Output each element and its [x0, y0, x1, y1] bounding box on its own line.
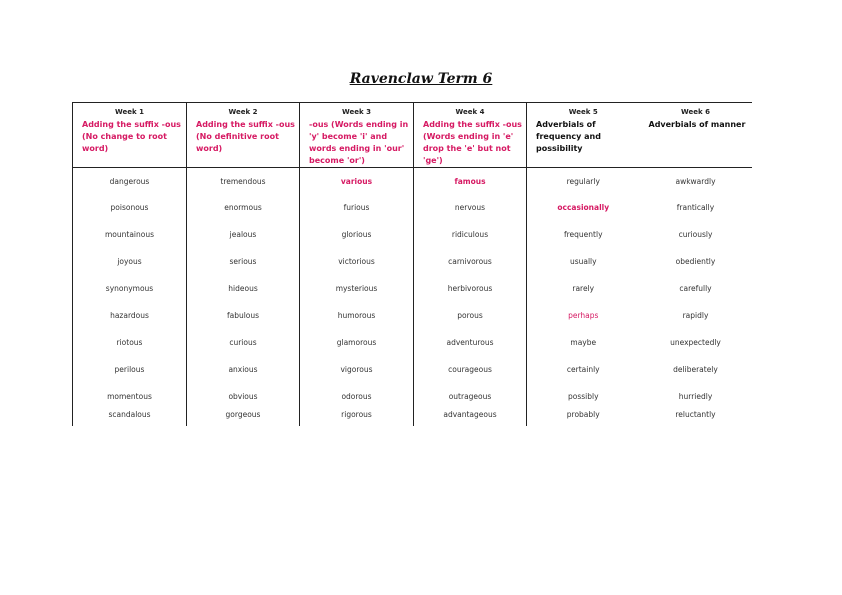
word-cell: courageous	[414, 356, 527, 383]
word-cell: nervous	[414, 194, 527, 221]
word-cell: certainly	[527, 356, 640, 383]
word-cell: rapidly	[682, 311, 709, 320]
word-cell: hazardous	[73, 302, 187, 329]
table-row	[73, 356, 752, 383]
word-cell: vigorous	[300, 356, 414, 383]
word-cell: poisonous	[73, 194, 187, 221]
word-cell: glamorous	[300, 329, 414, 356]
word-cell: frantically	[676, 203, 715, 212]
word-cell: enormous	[187, 194, 300, 221]
week-1-header	[73, 103, 187, 168]
week-3-header	[300, 103, 414, 168]
table-row	[73, 275, 752, 302]
word-cell: hurriedly	[678, 392, 713, 401]
word-cell: tremendous	[187, 168, 300, 195]
word-cell: usually	[527, 248, 640, 275]
week-label: Week 3	[342, 108, 371, 116]
week-label: Week 2	[228, 108, 258, 116]
word-cell: various	[300, 168, 414, 195]
word-cell: mountainous	[73, 221, 187, 248]
word-cell: maybe	[527, 329, 640, 356]
word-cell: reluctantly	[675, 410, 716, 419]
week-rule: -ous (Words ending in 'y' become 'i' and words ending in 'our' become 'or')	[309, 120, 409, 165]
table-row	[73, 168, 752, 195]
word-cell: herbivorous	[414, 275, 527, 302]
word-cell: deliberately	[673, 365, 718, 374]
word-cell: anxious	[187, 356, 300, 383]
week-2-header	[187, 103, 300, 168]
table-row	[73, 221, 752, 248]
week-label: Week 5	[568, 108, 598, 116]
word-cell: serious	[187, 248, 300, 275]
word-cell: jealous	[187, 221, 300, 248]
word-cell: odorous	[300, 383, 414, 410]
week-5-header	[527, 103, 640, 168]
word-cell: perilous	[73, 356, 187, 383]
word-cell: perhaps	[527, 302, 640, 329]
word-cell: unexpectedly	[670, 338, 721, 347]
word-cell: momentous	[73, 383, 187, 410]
word-cell: fabulous	[187, 302, 300, 329]
word-cell: awkwardly	[675, 176, 716, 186]
word-cell: scandalous	[73, 410, 187, 426]
word-cell: joyous	[73, 248, 187, 275]
word-cell: possibly	[527, 383, 640, 410]
week-label: Week 4	[455, 108, 485, 116]
word-cell: obvious	[187, 383, 300, 410]
word-cell: humorous	[300, 302, 414, 329]
table-row	[73, 410, 752, 426]
week-rule: Adding the suffix -ous (No definitive root word)	[196, 120, 295, 153]
table-row	[73, 383, 752, 410]
header-row	[73, 103, 752, 168]
word-cell: probably	[527, 410, 640, 426]
word-cell: victorious	[300, 248, 414, 275]
word-cell: occasionally	[527, 194, 640, 221]
word-cell: gorgeous	[187, 410, 300, 426]
word-cell: curiously	[678, 230, 713, 239]
word-cell: hideous	[187, 275, 300, 302]
week-rule: Adding the suffix -ous (Words ending in 'e' drop the 'e' but not 'ge')	[423, 120, 522, 165]
word-cell: ridiculous	[414, 221, 527, 248]
week-label: Week 6	[681, 108, 710, 116]
table-row	[73, 248, 752, 275]
week-rule: Adverbials of frequency and possibility	[536, 120, 601, 153]
word-cell: rigorous	[300, 410, 414, 426]
word-cell: carnivorous	[414, 248, 527, 275]
word-cell: regularly	[527, 168, 640, 195]
table-row	[73, 302, 752, 329]
word-cell: synonymous	[73, 275, 187, 302]
spelling-table	[72, 102, 752, 426]
word-cell: mysterious	[300, 275, 414, 302]
word-cell: riotous	[73, 329, 187, 356]
word-cell: famous	[414, 168, 527, 195]
word-cell: frequently	[527, 221, 640, 248]
page-title: Ravenclaw Term 6	[349, 71, 493, 87]
week-label: Week 1	[115, 108, 144, 116]
word-cell: glorious	[300, 221, 414, 248]
word-cell: porous	[414, 302, 527, 329]
word-cell: rarely	[527, 275, 640, 302]
word-cell: dangerous	[73, 168, 187, 195]
word-cell: advantageous	[414, 410, 527, 426]
word-cell: obediently	[675, 257, 716, 266]
week-4-header	[414, 103, 527, 168]
word-cell: outrageous	[414, 383, 527, 410]
week-6-header	[640, 103, 752, 168]
word-cell: adventurous	[414, 329, 527, 356]
table-row	[73, 329, 752, 356]
word-cell: furious	[300, 194, 414, 221]
table-row	[73, 194, 752, 221]
word-cell: curious	[187, 329, 300, 356]
week-rule: Adding the suffix -ous (No change to root word)	[82, 120, 181, 153]
word-cell: carefully	[679, 284, 712, 293]
week-rule: Adverbials of manner	[648, 120, 746, 129]
